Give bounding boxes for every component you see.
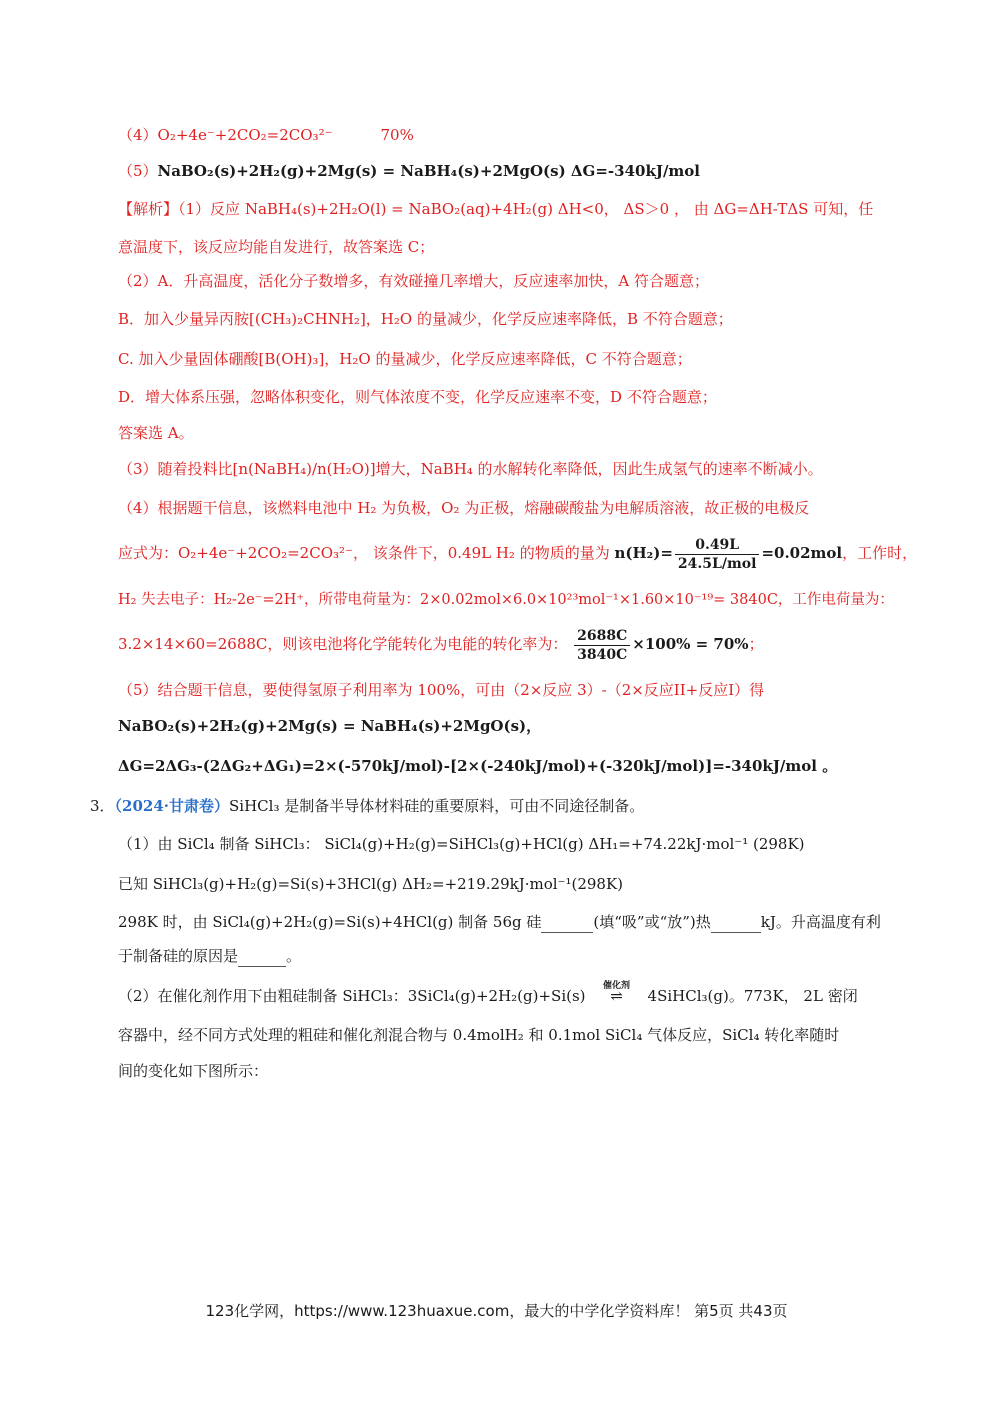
catalyst-arrow: 催化剂 ⇌ (586, 985, 648, 1007)
fraction-numerator: 0.49L (675, 536, 760, 555)
analysis-line-14: ΔG=2ΔG₃-(2ΔG₂+ΔG₁)=2×(-570kJ/mol)-[2×(-240kJ/mol)+(-320kJ/mol)]=-340kJ/mol 。 (118, 757, 838, 775)
question-3-line4 (118, 945, 301, 967)
answer-4-percent: 70% (380, 126, 414, 144)
analysis-text: 3.2×14×60=2688C，则该电池将化学能转化为电能的转化率为： (118, 635, 568, 653)
analysis-line-8: （4）根据题干信息，该燃料电池中 H₂ 为负极，O₂ 为正极，熔融碳酸盐为电解质溶液，故正极的电极反 (118, 499, 810, 517)
answer-4-equation: O₂+4e⁻+2CO₂=2CO₃²⁻ (157, 126, 333, 144)
analysis-line-9 (118, 533, 917, 573)
moles-result: =0.02mol (761, 544, 843, 562)
question-text: 。 (286, 947, 302, 965)
question-text: 298K 时，由 SiCl₄(g)+2H₂(g)=Si(s)+4HCl(g) 制备 56g 硅 (118, 913, 542, 931)
moles-symbol: n(H₂)= (614, 544, 673, 562)
question-stem: SiHCl₃ 是制备半导体材料硅的重要原料，可由不同途径制备。 (229, 797, 645, 815)
answer-4-prefix: （4） (118, 126, 158, 144)
analysis-text: （1）反应 NaBH₄(s)+2H₂O(l) = NaBO₂(aq)+4H₂(g) ΔH<0， ΔS＞0 ， 由 ΔG=ΔH-TΔS 可知，任 (178, 200, 874, 218)
question-3-header (90, 795, 644, 817)
page-footer: 123化学网，https://www.123huaxue.com，最大的中学化学资料库！ 第5页 共43页 (205, 1302, 788, 1320)
analysis-line-10: H₂ 失去电子：H₂-2e⁻=2H⁺，所带电荷量为：2×0.02mol×6.0×10²³mol⁻¹×1.60×10⁻¹⁹= 3840C，工作电荷量为： (118, 592, 894, 608)
analysis-line-2: （2）A．升高温度，活化分子数增多，有效碰撞几率增大，反应速率加快，A 符合题意； (118, 272, 709, 290)
answer-4 (118, 124, 414, 146)
question-text: kJ。升高温度有利 (760, 913, 881, 931)
question-text: (填“吸”或“放”)热 (593, 913, 711, 931)
analysis-line-12: （5）结合题干信息，要使得氢原子利用率为 100%，可由（2×反应 3）-（2×反应II+反应I）得 (118, 681, 765, 699)
analysis-text: ； (748, 635, 764, 653)
analysis-line-7: （3）随着投料比[n(NaBH₄)/n(H₂O)]增大，NaBH₄ 的水解转化率降低，因此生成氢气的速率不断减小。 (118, 460, 823, 478)
question-text: （2）在催化剂作用下由粗硅制备 SiHCl₃：3SiCl₄(g)+2H₂(g)+Si(s) (118, 987, 586, 1005)
analysis-tag: 【解析】 (118, 200, 179, 218)
question-3-line6: 容器中，经不同方式处理的粗硅和催化剂混合物与 0.4molH₂ 和 0.1mol SiCl₄ 气体反应，SiCl₄ 转化率随时 (118, 1026, 840, 1044)
fraction-numerator: 2688C (574, 627, 630, 646)
catalyst-label: 催化剂 (603, 981, 631, 991)
question-3-part1: （1）由 SiCl₄ 制备 SiHCl₃： SiCl₄(g)+H₂(g)=SiHCl₃(g)+HCl(g) ΔH₁=+74.22kJ·mol⁻¹ (298K) (118, 835, 805, 853)
analysis-line-6: 答案选 A。 (118, 424, 194, 442)
analysis-line-3: B．加入少量异丙胺[(CH₃)₂CHNH₂]，H₂O 的量减少，化学反应速率降低，B 不符合题意； (118, 310, 733, 328)
analysis-line-1 (118, 198, 873, 220)
question-3-part2 (118, 981, 858, 1007)
answer-blank[interactable] (238, 950, 286, 967)
analysis-text: ，工作时， (842, 544, 918, 562)
answer-5-equation: NaBO₂(s)+2H₂(g)+2Mg(s) = NaBH₄(s)+2MgO(s) ΔG=-340kJ/mol (157, 162, 701, 180)
question-number: 3． (90, 797, 115, 815)
fraction-denominator: 24.5L/mol (677, 555, 757, 572)
analysis-line-13: NaBO₂(s)+2H₂(g)+2Mg(s) = NaBH₄(s)+2MgO(s)， (118, 717, 542, 735)
analysis-line-11 (118, 624, 764, 664)
fraction-denominator: 3840C (577, 646, 628, 663)
analysis-line-1b: 意温度下，该反应均能自发进行，故答案选 C； (118, 238, 435, 256)
question-text: 于制备硅的原因是 (118, 947, 239, 965)
answer-5-prefix: （5） (118, 162, 158, 180)
question-3-line7: 间的变化如下图所示： (118, 1062, 269, 1080)
analysis-text: 应式为：O₂+4e⁻+2CO₂=2CO₃²⁻， 该条件下，0.49L H₂ 的物质的量为 (118, 544, 610, 562)
moles-fraction (675, 536, 760, 573)
question-3-given: 已知 SiHCl₃(g)+H₂(g)=Si(s)+3HCl(g) ΔH₂=+219.29kJ·mol⁻¹(298K) (118, 875, 624, 893)
analysis-line-4: C. 加入少量固体硼酸[B(OH)₃]，H₂O 的量减少，化学反应速率降低，C 不符合题意； (118, 350, 692, 368)
efficiency-fraction (574, 627, 630, 664)
answer-blank[interactable] (711, 916, 761, 933)
answer-blank[interactable] (541, 916, 593, 933)
question-3-line3 (118, 911, 881, 933)
answer-5 (118, 160, 700, 182)
question-text: 4SiHCl₃(g)。773K， 2L 密闭 (647, 987, 858, 1005)
efficiency-result: ×100% = 70% (632, 635, 749, 653)
analysis-line-5: D．增大体系压强，忽略体积变化，则气体浓度不变，化学反应速率不变，D 不符合题意； (118, 388, 717, 406)
question-source: （2024·甘肃卷） (114, 797, 230, 815)
